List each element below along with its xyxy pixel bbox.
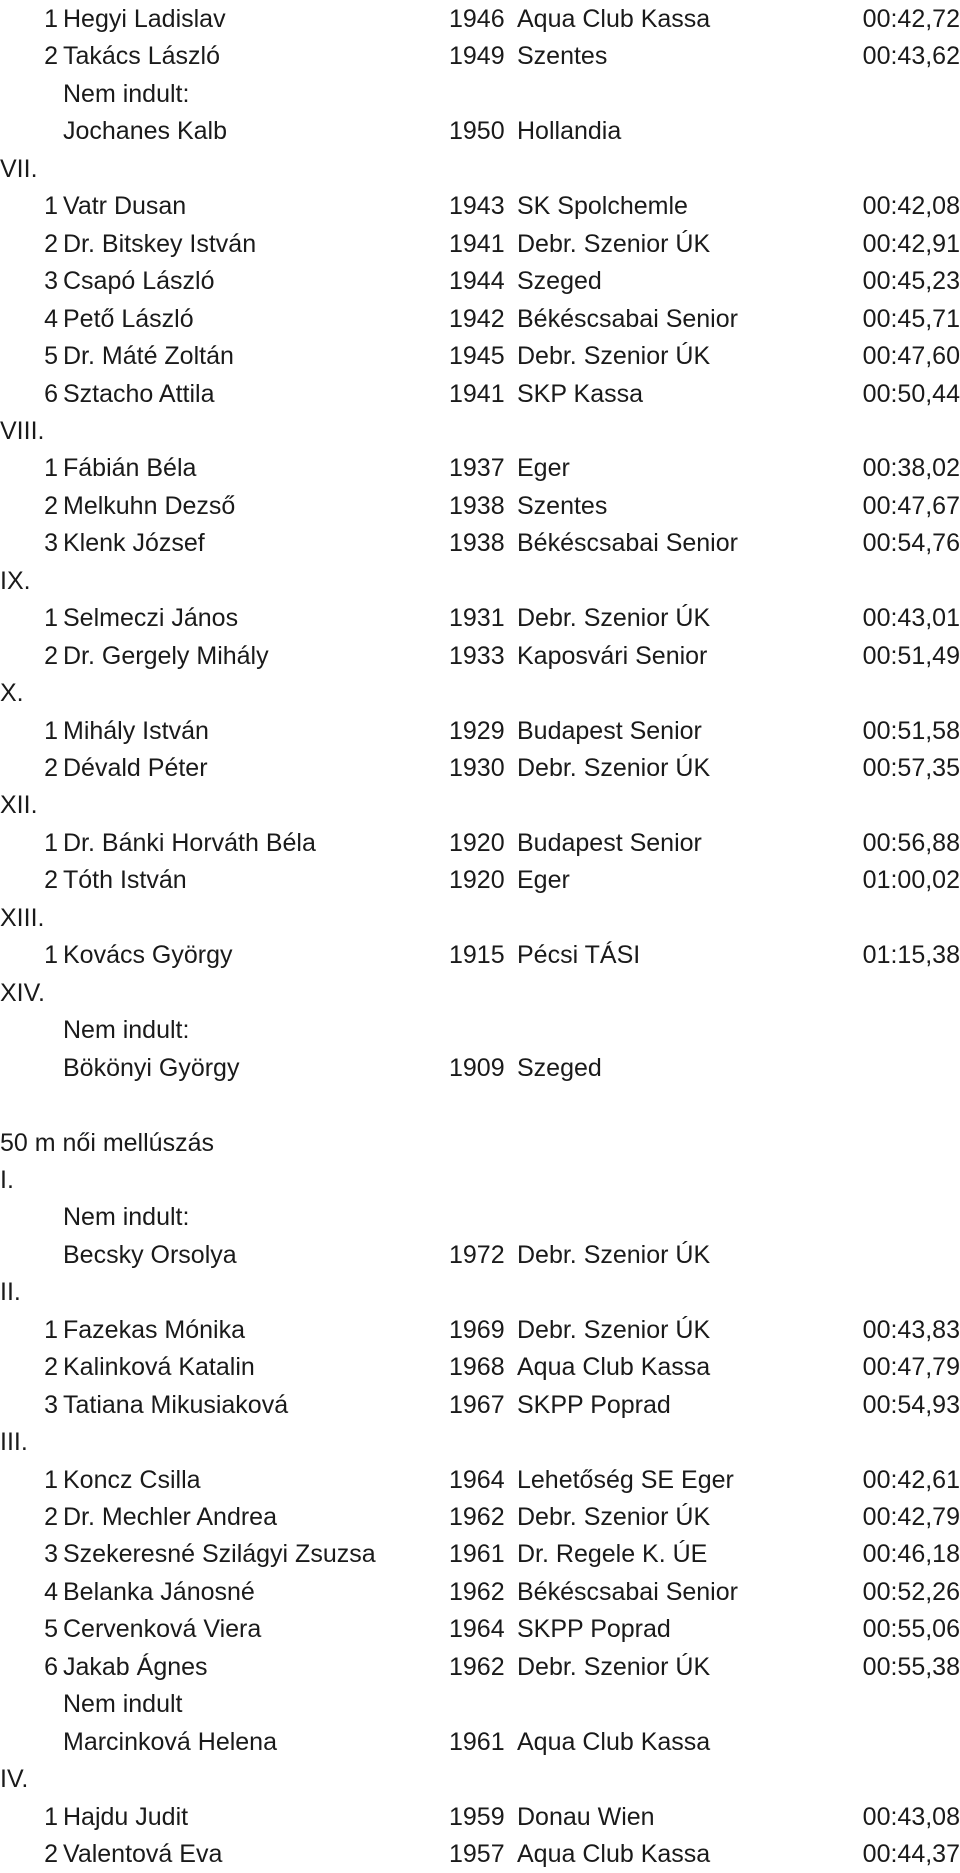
birth-year: 1961 [449,1727,505,1756]
club-name: Debr. Szenior ÚK [517,1315,711,1344]
finish-time: 00:43,83 [862,1315,960,1344]
swimmer-name: Dr. Bánki Horváth Béla [63,828,316,857]
swimmer-name: Becsky Orsolya [63,1240,237,1269]
swimmer-name: Csapó László [63,267,215,296]
place-number: 5 [44,342,58,371]
swimmer-name: Dévald Péter [63,754,208,782]
place-number: 2 [44,1840,58,1869]
birth-year: 1972 [449,1240,505,1269]
swimmer-name: Belanka Jánosné [63,1577,255,1606]
age-group-heading [0,1274,960,1311]
place-number: 5 [44,1615,58,1644]
swimmer-name: Pető László [63,304,194,333]
finish-time: 00:42,91 [862,229,960,258]
finish-time: 00:43,01 [862,604,960,633]
finish-time: 00:55,38 [862,1652,960,1681]
result-row [0,1536,960,1573]
club-name: Szeged [517,267,602,296]
heading-label: III. [0,1428,28,1457]
swimmer-name: Vatr Dusan [63,192,187,221]
club-name: Debr. Szenior ÚK [517,1240,711,1269]
heading-label: XIII. [0,903,45,932]
result-row [0,1499,960,1536]
club-name: Eger [517,454,570,483]
swimmer-name: Szekeresné Szilágyi Zsuzsa [63,1540,376,1569]
birth-year: 1945 [449,342,505,371]
swimmer-name: Valentová Eva [63,1840,223,1869]
club-name: Dr. Regele K. ÚE [517,1540,708,1569]
result-row [0,338,960,375]
result-row [0,450,960,487]
finish-time: 00:42,72 [862,5,960,33]
non-starter-label [0,1686,960,1723]
club-name: SKPP Poprad [517,1390,671,1419]
place-number: 2 [44,1353,58,1382]
result-row [0,376,960,413]
birth-year: 1962 [449,1652,505,1681]
place-number: 4 [44,1577,58,1606]
club-name: Aqua Club Kassa [517,1353,711,1382]
club-name: Hollandia [517,117,622,146]
age-group-heading [0,900,960,937]
birth-year: 1930 [449,754,505,782]
club-name: Békéscsabai Senior [517,1577,738,1606]
heading-label: VII. [0,154,38,183]
non-starter-row [0,1237,960,1274]
place-number: 2 [44,491,58,520]
result-row [0,1387,960,1424]
place-number: 6 [44,379,58,408]
heading-label: I. [0,1165,14,1194]
result-row [0,1349,960,1386]
result-row [0,937,960,974]
swimmer-name: Cervenková Viera [63,1615,262,1644]
place-number: 1 [44,1465,58,1494]
swimmer-name: Tatiana Mikusiaková [63,1390,289,1419]
place-number: 6 [44,1652,58,1681]
place-number: 1 [44,604,58,633]
finish-time: 00:43,08 [862,1802,960,1831]
place-number: 1 [44,716,58,745]
age-group-heading [0,675,960,712]
swimmer-name: Klenk József [63,529,205,558]
result-row [0,1611,960,1648]
result-row [0,1,960,38]
swimmer-name: Kovács György [63,941,233,970]
age-group-heading [0,1424,960,1461]
heading-label: X. [0,679,24,708]
age-group-heading [0,1761,960,1798]
birth-year: 1937 [449,454,505,483]
result-row [0,713,960,750]
age-group-heading [0,413,960,450]
club-name: Békéscsabai Senior [517,304,738,333]
swimmer-name: Hajdu Judit [63,1802,189,1831]
place-number: 2 [44,229,58,258]
swimmer-name: Dr. Gergely Mihály [63,641,269,670]
club-name: Aqua Club Kassa [517,5,711,33]
swimmer-name: Nem indult [63,1690,183,1719]
club-name: Eger [517,866,570,895]
result-row [0,1836,960,1873]
finish-time: 00:47,60 [862,342,960,371]
club-name: Donau Wien [517,1802,655,1831]
result-row [0,750,960,787]
birth-year: 1938 [449,529,505,558]
finish-time: 00:50,44 [862,379,960,408]
club-name: Aqua Club Kassa [517,1840,711,1869]
age-group-heading [0,151,960,188]
finish-time: 00:45,23 [862,267,960,296]
club-name: Békéscsabai Senior [517,529,738,558]
finish-time: 01:00,02 [862,866,960,895]
swimmer-name: Jakab Ágnes [63,1652,208,1681]
birth-year: 1943 [449,192,505,221]
swimmer-name: Nem indult: [63,1203,190,1232]
club-name: SKPP Poprad [517,1615,671,1644]
swimmer-name: Takács László [63,42,221,71]
place-number: 1 [44,1802,58,1831]
birth-year: 1968 [449,1353,505,1382]
birth-year: 1964 [449,1615,505,1644]
result-row [0,1574,960,1611]
club-name: SK Spolchemle [517,192,688,221]
heading-label: 50 m női mellúszás [0,1128,214,1157]
non-starter-row [0,1724,960,1761]
result-row [0,1312,960,1349]
result-row [0,825,960,862]
finish-time: 00:54,76 [862,529,960,558]
finish-time: 00:46,18 [862,1540,960,1569]
finish-time: 00:42,61 [862,1465,960,1494]
place-number: 1 [44,5,58,33]
heading-label: IV. [0,1765,29,1794]
birth-year: 1962 [449,1577,505,1606]
finish-time: 00:54,93 [862,1390,960,1419]
place-number: 3 [44,1390,58,1419]
swimmer-name: Hegyi Ladislav [63,5,226,33]
club-name: SKP Kassa [517,379,644,408]
place-number: 2 [44,641,58,670]
result-row [0,488,960,525]
place-number: 1 [44,828,58,857]
swimmer-name: Bökönyi György [63,1053,240,1082]
birth-year: 1938 [449,491,505,520]
birth-year: 1929 [449,716,505,745]
non-starter-label [0,1199,960,1236]
result-row [0,226,960,263]
swimmer-name: Melkuhn Dezső [63,491,236,520]
birth-year: 1959 [449,1802,505,1831]
swimmer-name: Dr. Máté Zoltán [63,342,234,371]
place-number: 2 [44,866,58,895]
result-row [0,1462,960,1499]
heading-label: XII. [0,791,38,820]
place-number: 1 [44,454,58,483]
birth-year: 1931 [449,604,505,633]
place-number: 1 [44,1315,58,1344]
heading-label: II. [0,1278,21,1307]
birth-year: 1950 [449,117,505,146]
club-name: Debr. Szenior ÚK [517,1503,711,1531]
club-name: Lehetőség SE Eger [517,1465,734,1494]
age-group-heading [0,563,960,600]
birth-year: 1946 [449,5,505,33]
club-name: Kaposvári Senior [517,641,708,670]
swimmer-name: Fábián Béla [63,454,197,483]
non-starter-row [0,113,960,150]
finish-time: 00:57,35 [862,754,960,782]
club-name: Pécsi TÁSI [517,941,641,970]
result-row [0,1649,960,1686]
result-row [0,1799,960,1836]
club-name: Budapest Senior [517,716,702,745]
birth-year: 1909 [449,1053,505,1082]
finish-time: 00:47,79 [862,1353,960,1382]
swimmer-name: Nem indult: [63,1016,190,1045]
birth-year: 1949 [449,42,505,71]
finish-time: 00:42,08 [862,192,960,221]
non-starter-label [0,1012,960,1049]
club-name: Szeged [517,1053,602,1082]
non-starter-row [0,1050,960,1087]
birth-year: 1969 [449,1315,505,1344]
club-name: Debr. Szenior ÚK [517,342,711,371]
finish-time: 00:51,49 [862,641,960,670]
place-number: 4 [44,304,58,333]
swimmer-name: Fazekas Mónika [63,1315,246,1344]
club-name: Debr. Szenior ÚK [517,754,711,782]
birth-year: 1915 [449,941,505,970]
result-row [0,600,960,637]
birth-year: 1944 [449,267,505,296]
place-number: 3 [44,267,58,296]
birth-year: 1941 [449,379,505,408]
place-number: 2 [44,42,58,71]
club-name: Debr. Szenior ÚK [517,1652,711,1681]
result-row [0,38,960,75]
finish-time: 00:42,79 [862,1503,960,1531]
finish-time: 00:56,88 [862,828,960,857]
finish-time: 00:38,02 [862,454,960,483]
swimmer-name: Jochanes Kalb [63,117,228,146]
birth-year: 1920 [449,828,505,857]
place-number: 3 [44,529,58,558]
swimmer-name: Tóth István [63,866,187,895]
birth-year: 1961 [449,1540,505,1569]
swimmer-name: Dr. Bitskey István [63,229,257,258]
birth-year: 1941 [449,229,505,258]
non-starter-label [0,76,960,113]
result-row [0,525,960,562]
birth-year: 1957 [449,1840,505,1869]
heading-label: XIV. [0,978,45,1007]
age-group-heading [0,787,960,824]
finish-time: 00:43,62 [862,42,960,71]
swimmer-name: Dr. Mechler Andrea [63,1503,277,1531]
swimmer-name: Sztacho Attila [63,379,215,408]
place-number: 1 [44,192,58,221]
result-row [0,263,960,300]
finish-time: 00:45,71 [862,304,960,333]
birth-year: 1964 [449,1465,505,1494]
place-number: 2 [44,754,58,782]
place-number: 1 [44,941,58,970]
club-name: Szentes [517,491,608,520]
finish-time: 00:51,58 [862,716,960,745]
result-row [0,188,960,225]
event-heading [0,1125,960,1162]
finish-time: 00:47,67 [862,491,960,520]
birth-year: 1962 [449,1503,505,1531]
birth-year: 1967 [449,1390,505,1419]
club-name: Szentes [517,42,608,71]
result-row [0,862,960,899]
swimmer-name: Mihály István [63,716,209,745]
swimmer-name: Selmeczi János [63,604,239,633]
club-name: Debr. Szenior ÚK [517,229,711,258]
swimmer-name: Kalinková Katalin [63,1353,255,1382]
result-row [0,301,960,338]
finish-time: 00:52,26 [862,1577,960,1606]
birth-year: 1920 [449,866,505,895]
club-name: Budapest Senior [517,828,702,857]
heading-label: VIII. [0,416,45,445]
place-number: 3 [44,1540,58,1569]
swimmer-name: Nem indult: [63,79,190,108]
heading-label: IX. [0,566,31,595]
finish-time: 00:55,06 [862,1615,960,1644]
finish-time: 01:15,38 [862,941,960,970]
age-group-heading [0,1162,960,1199]
club-name: Aqua Club Kassa [517,1727,711,1756]
swimmer-name: Marcinková Helena [63,1727,277,1756]
birth-year: 1933 [449,641,505,670]
swimmer-name: Koncz Csilla [63,1465,201,1494]
finish-time: 00:44,37 [862,1840,960,1869]
result-row [0,638,960,675]
place-number: 2 [44,1503,58,1531]
birth-year: 1942 [449,304,505,333]
blank-row [0,1087,960,1124]
club-name: Debr. Szenior ÚK [517,604,711,633]
age-group-heading [0,975,960,1012]
